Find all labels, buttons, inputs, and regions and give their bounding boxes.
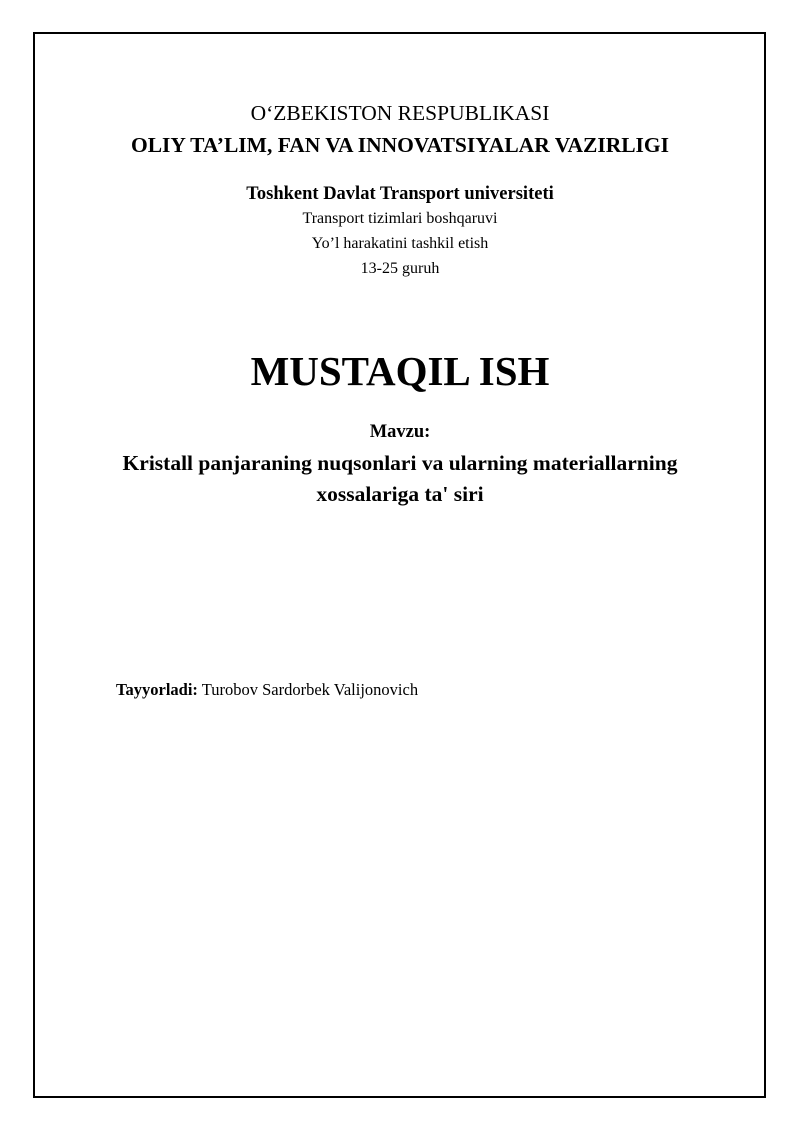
group-number: 13-25 guruh bbox=[360, 260, 440, 277]
topic-label: Mavzu: bbox=[369, 422, 431, 442]
faculty-name: Transport tizimlari boshqaruvi bbox=[302, 210, 498, 227]
ministry-heading: OLIY TA’LIM, FAN VA INNOVATSIYALAR VAZIRLIGI bbox=[130, 133, 670, 157]
country-heading: O‘ZBEKISTON RESPUBLIKASI bbox=[250, 101, 550, 125]
topic-text-line-1: Kristall panjaraning nuqsonlari va ularning materiallarning bbox=[122, 451, 678, 475]
author-row bbox=[116, 679, 418, 701]
document-title: MUSTAQIL ISH bbox=[250, 348, 550, 394]
author-name: Turobov Sardorbek Valijonovich bbox=[201, 680, 419, 699]
author-label: Tayyorladi: bbox=[116, 680, 198, 699]
topic-text-line-2: xossalariga ta' siri bbox=[316, 482, 484, 506]
department-name: Yo’l harakatini tashkil etish bbox=[311, 235, 489, 252]
university-name: Toshkent Davlat Transport universiteti bbox=[246, 184, 554, 204]
